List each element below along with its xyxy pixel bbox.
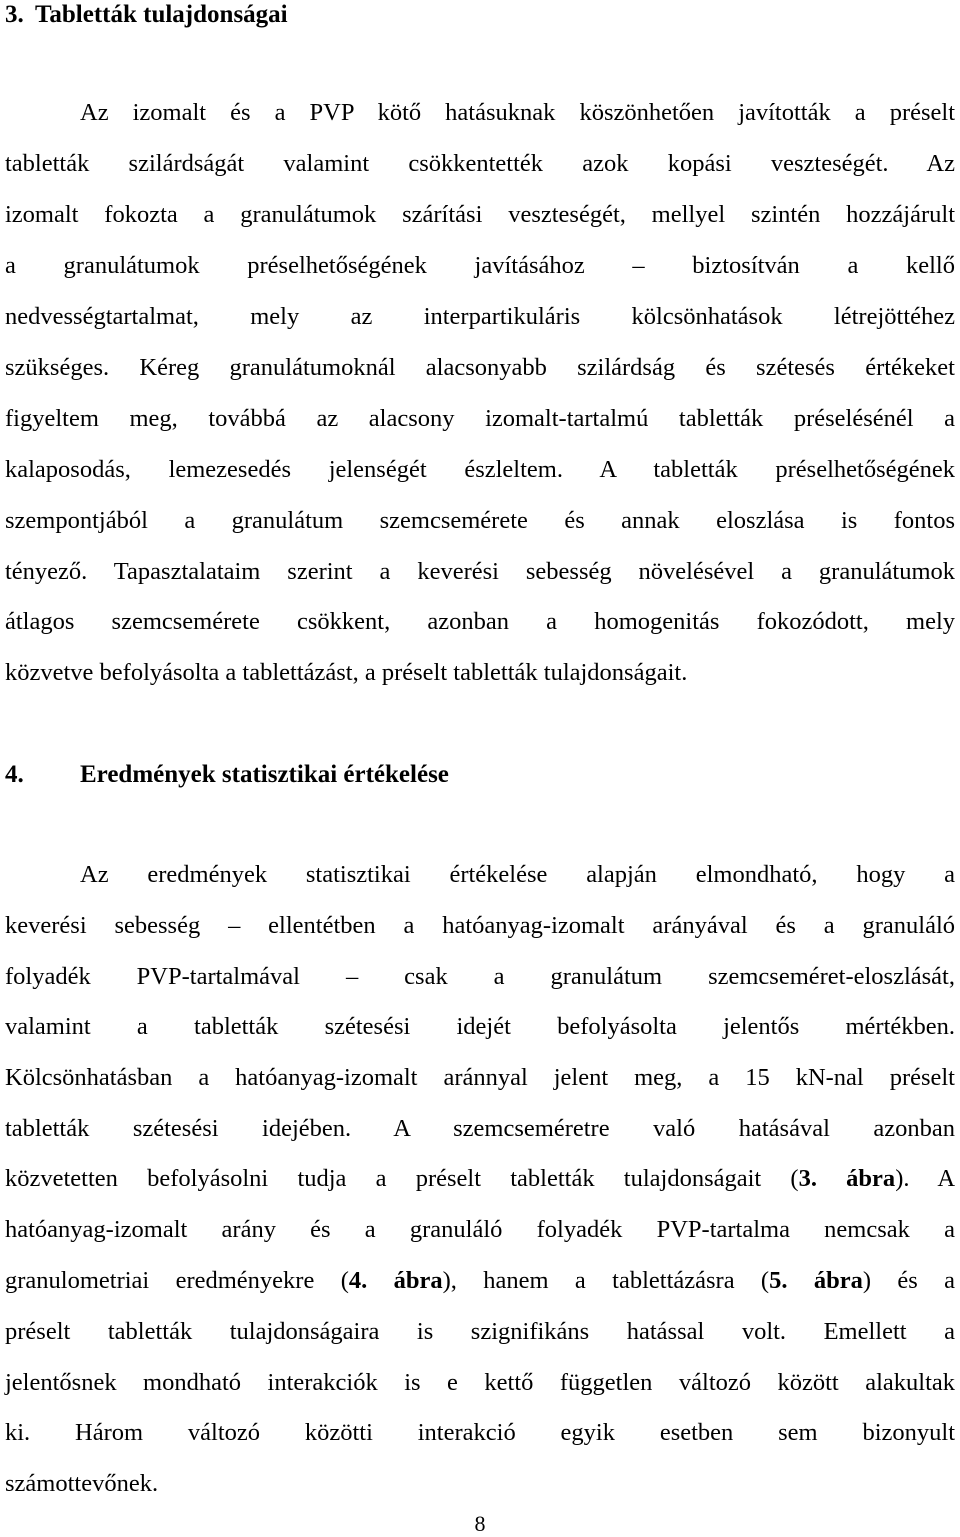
paragraph-line: tényező. Tapasztalataim szerint a keverési sebesség növelésével a granulátumok	[5, 558, 955, 585]
figure-reference: 3. ábra	[798, 1165, 896, 1192]
paragraph-line: jelentősnek mondható interakciók is e kettő független változó között alakultak	[5, 1369, 955, 1396]
paragraph-line: folyadék PVP-tartalmával – csak a granulátum szemcseméret-eloszlását,	[5, 963, 955, 990]
page-number: 8	[474, 1511, 486, 1536]
paragraph-line: izomalt fokozta a granulátumok szárítási veszteségét, mellyel szintén hozzájárult	[5, 201, 955, 228]
paragraph-line: tabletták szétesési idejében. A szemcseméretre való hatásával azonban	[5, 1115, 955, 1142]
section-4-title: Eredmények statisztikai értékelése	[80, 761, 449, 788]
paragraph-line: szempontjából a granulátum szemcsemérete és annak eloszlása is fontos	[5, 507, 955, 534]
paragraph-line: keverési sebesség – ellentétben a hatóanyag-izomalt arányával és a granuláló	[5, 912, 955, 939]
section-4-heading	[5, 760, 449, 790]
paragraph-line: szükséges. Kéreg granulátumoknál alacsonyabb szilárdság és szétesés értékeket	[5, 354, 955, 381]
paragraph-line: a granulátumok préselhetőségének javításához – biztosítván a kellő	[5, 252, 955, 279]
figure-reference: 5. ábra	[769, 1267, 863, 1294]
paragraph-line: Kölcsönhatásban a hatóanyag-izomalt aránnyal jelent meg, a 15 kN-nal préselt	[5, 1064, 955, 1091]
section-3-title: Tabletták tulajdonságai	[35, 1, 288, 28]
paragraph-line: préselt tabletták tulajdonságaira is szignifikáns hatással volt. Emellett a	[5, 1318, 955, 1345]
paragraph-line: számottevőnek.	[5, 1470, 159, 1497]
paragraph-line: figyeltem meg, továbbá az alacsony izomalt-tartalmú tabletták préselésénél a	[5, 405, 955, 432]
text-run: közvetetten befolyásolni tudja a préselt tabletták tulajdonságait (	[5, 1165, 799, 1192]
paragraph-line: hatóanyag-izomalt arány és a granuláló folyadék PVP-tartalma nemcsak a	[5, 1216, 955, 1243]
paragraph-line: valamint a tabletták szétesési idejét befolyásolta jelentős mértékben.	[5, 1013, 955, 1040]
paragraph-line: ki. Három változó közötti interakció egyik esetben sem bizonyult	[5, 1419, 955, 1446]
section-3-number: 3.	[5, 1, 24, 28]
paragraph-line: Az eredmények statisztikai értékelése alapján elmondható, hogy a	[80, 861, 955, 888]
figure-reference: 4. ábra	[348, 1267, 443, 1294]
paragraph-line	[5, 1266, 955, 1296]
paragraph-line: Az izomalt és a PVP kötő hatásuknak köszönhetően javították a préselt	[80, 99, 955, 126]
text-run: ), hanem a tablettázásra (	[442, 1267, 770, 1294]
paragraph-line: tabletták szilárdságát valamint csökkentették azok kopási veszteségét. Az	[5, 150, 955, 177]
paragraph-line: átlagos szemcsemérete csökkent, azonban a homogenitás fokozódott, mely	[5, 608, 955, 635]
paragraph-line: kalaposodás, lemezesedés jelenségét észleltem. A tabletták préselhetőségének	[5, 456, 955, 483]
paragraph-line	[5, 1164, 955, 1194]
section-3-heading	[5, 0, 288, 30]
text-run: ). A	[895, 1165, 956, 1192]
section-4-number: 4.	[5, 761, 24, 788]
paragraph-line: nedvességtartalmat, mely az interpartikuláris kölcsönhatások létrejöttéhez	[5, 303, 955, 330]
text-run: granulometriai eredményekre (	[5, 1267, 349, 1294]
paragraph-line: közvetve befolyásolta a tablettázást, a préselt tabletták tulajdonságait.	[5, 659, 688, 686]
text-run: ) és a	[862, 1267, 956, 1294]
